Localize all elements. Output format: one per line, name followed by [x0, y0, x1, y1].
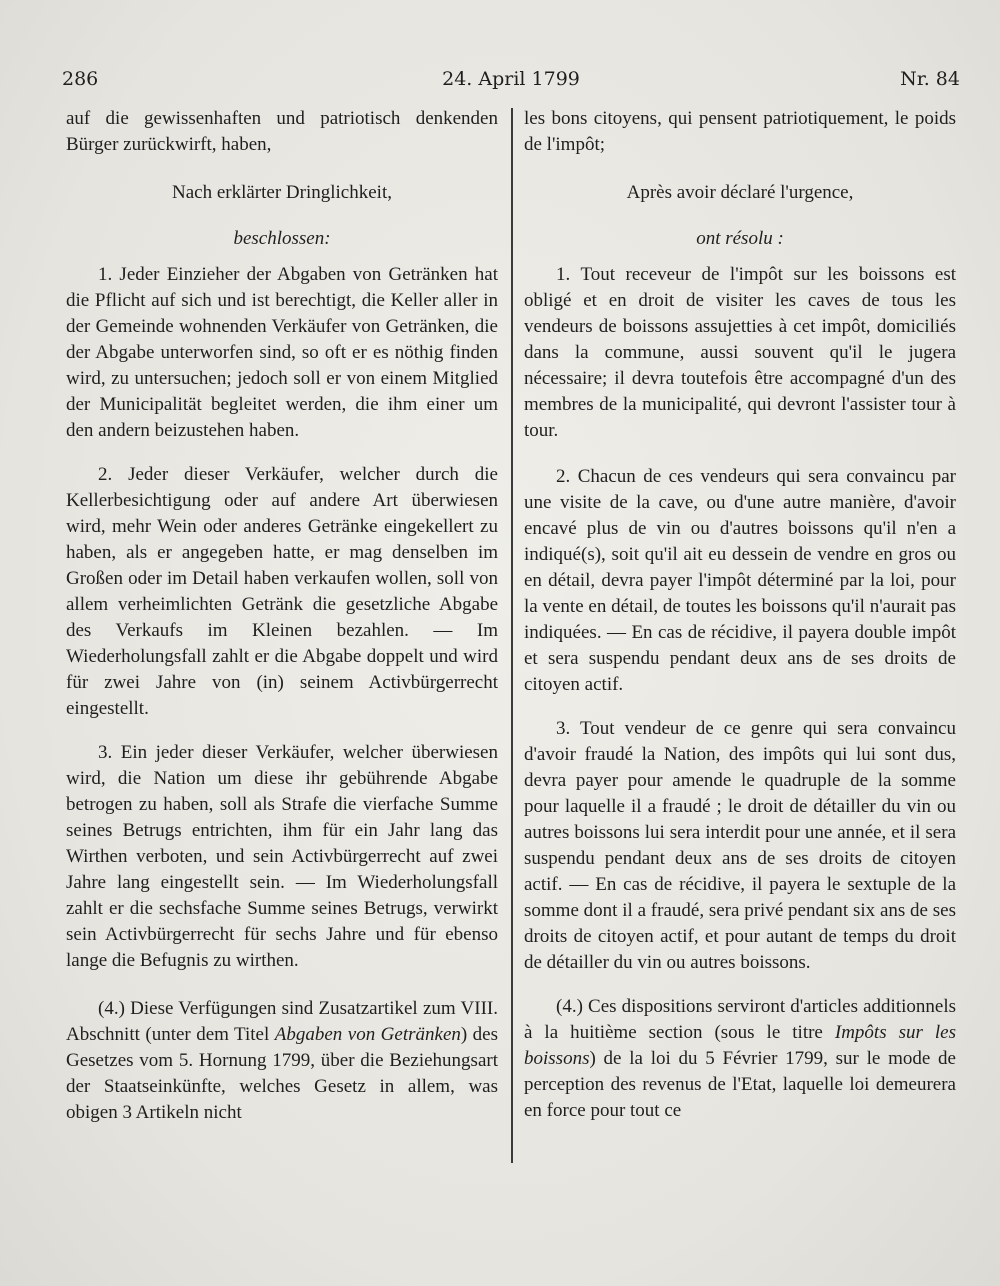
page-header: [62, 68, 960, 98]
german-article-4-part-a: (4.) Diese Verfügungen sind Zusatzartikel zum VIII. Abschnitt (unter dem Titel: [66, 998, 498, 1045]
german-column: [66, 106, 498, 1126]
french-article-4: [524, 994, 956, 1124]
french-urgency: Après avoir déclaré l'urgence,: [626, 182, 854, 203]
document-number: Nr. 84: [900, 68, 960, 90]
german-article-3: 3. Ein jeder dieser Verkäufer, welcher überwiesen wird, die Nation um diese ihr gebührende Abgabe betrogen zu haben, soll als Strafe die vierfache Summe seines Betrugs entrichten, ihm für ein Jahr lang das Wirthen verboten, und sein Activbürgerrecht auf zwei Jahre lang eingestellt sein. — Im Wiederholungsfall zahlt er die sechsfache Summe seines Betrugs, verwirkt sein Activbürgerrecht für sechs Jahre und für ebenso lange die Befugnis zu wirthen.: [66, 742, 498, 971]
french-article-4-part-b: ) de la loi du 5 Février 1799, sur le mode de perception des revenus de l'Etat, laquelle loi demeurera en force pour tout ce: [524, 1048, 956, 1121]
header-date: 24. April 1799: [442, 68, 580, 90]
french-column: [524, 106, 956, 1124]
french-resolved: ont résolu :: [696, 228, 784, 249]
german-resolved: beschlossen:: [233, 228, 331, 249]
german-article-4: [66, 996, 498, 1126]
french-article-3: 3. Tout vendeur de ce genre qui sera convaincu d'avoir fraudé la Nation, des impôts qui lui sont dus, devra payer pour amende le quadruple de la somme pour laquelle il a fraudé ; le droit de détailler du vin ou autres boissons lui sera interdit pour une année, et il sera suspendu pendant deux ans de ses droits de citoyen actif. — En cas de récidive, il payera le sextuple de la somme dont il a fraudé, sera privé pendant six ans de ses droits de citoyen actif, et pour autant de temps du droit de détailler du vin ou autres boissons.: [524, 718, 956, 973]
french-article-4-title: Impôts sur les boissons: [524, 1022, 956, 1069]
german-article-2: 2. Jeder dieser Verkäufer, welcher durch die Kellerbesichtigung oder auf andere Art überwiesen wird, mehr Wein oder anderes Getränke eingekellert zu haben, als er angegeben hatte, er mag denselben im Großen oder im Detail haben verkaufen wollen, soll von allem verheimlichten Getränk die gesetzliche Abgabe des Verkaufs im Kleinen bezahlen. — Im Wiederholungsfall zahlt er die Abgabe doppelt und wird für zwei Jahre von (in) seinem Activbürgerrecht eingestellt.: [66, 464, 498, 719]
column-divider: [511, 108, 513, 1163]
french-article-2: 2. Chacun de ces vendeurs qui sera convaincu par une visite de la cave, ou d'une autre manière, d'avoir encavé plus de vin ou d'autres boissons qu'il n'en a indiqué(s), soit qu'il ait eu dessein de vendre en gros ou en détail, devra payer l'impôt déterminé par la loi, pour la vente en détail, de toutes les boissons qu'il n'aurait pas indiquées. — En cas de récidive, il payera double impôt et sera suspendu pendant deux ans de ses droits de citoyen actif.: [524, 466, 956, 695]
german-intro: auf die gewissenhaften und patriotisch denkenden Bürger zurückwirft, haben,: [66, 108, 498, 155]
german-article-4-part-b: ) des Gesetzes vom 5. Hornung 1799, über die Beziehungsart der Staatseinkünfte, welches Gesetz in allem, was obigen 3 Artikeln nicht: [66, 1024, 499, 1123]
german-article-1: 1. Jeder Einzieher der Abgaben von Getränken hat die Pflicht auf sich und ist berechtigt, die Keller aller in der Gemeinde wohnenden Verkäufer von Getränken, die der Abgabe unterworfen sind, so oft er es nöthig finden wird, zu untersuchen; jedoch soll er von einem Mitglied der Municipalität begleitet werden, die ihm einer um den andern beizustehen haben.: [66, 264, 498, 441]
german-urgency: Nach erklärter Dringlichkeit,: [172, 182, 392, 203]
french-intro: les bons citoyens, qui pensent patriotiquement, le poids de l'impôt;: [524, 108, 956, 155]
french-article-4-part-a: (4.) Ces dispositions serviront d'articles additionnels à la huitième section (sous le titre: [524, 996, 956, 1043]
german-article-4-title: Abgaben von Getränken: [274, 1024, 461, 1045]
french-article-1: 1. Tout receveur de l'impôt sur les boissons est obligé et en droit de visiter les caves de tous les vendeurs de boissons assujetties à cet impôt, domiciliés dans la commune, aussi souvent qu'il le jugera nécessaire; il devra toutefois être accompagné d'un des membres de la municipalité, qui devront l'assister tour à tour.: [524, 264, 956, 441]
page-number: 286: [62, 68, 99, 90]
